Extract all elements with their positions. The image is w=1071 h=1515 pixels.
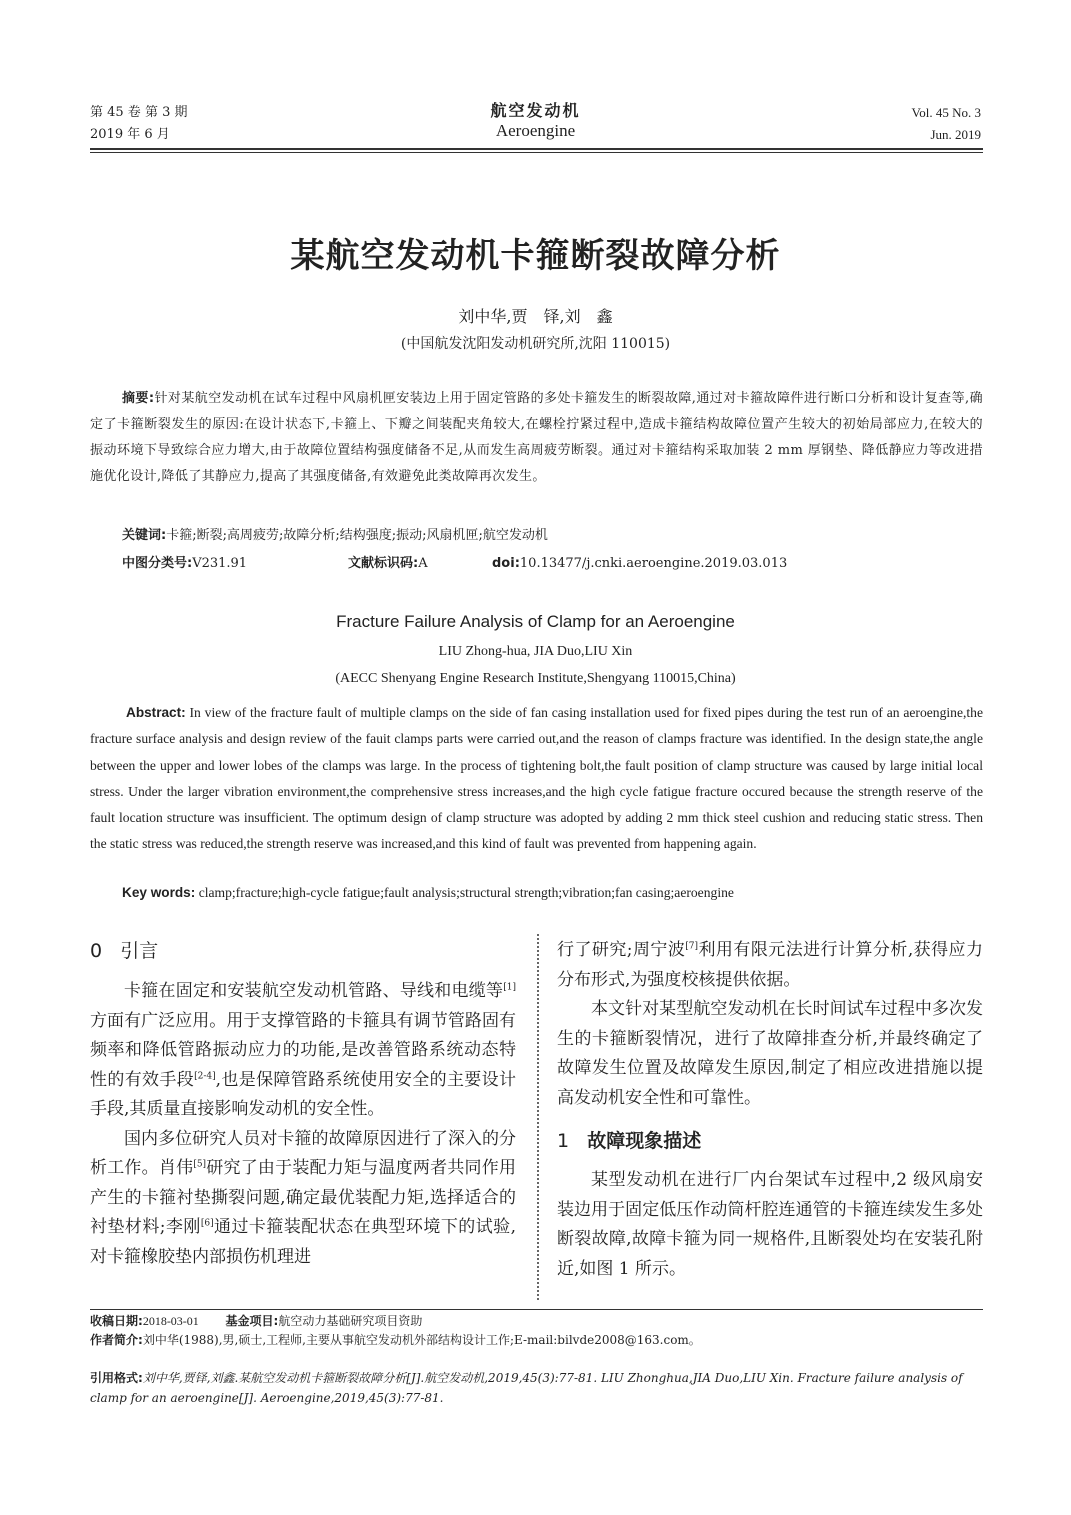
ref-5[interactable]: [5] (193, 1159, 207, 1170)
keywords-en-label: Key words: (122, 885, 196, 900)
authors-en: LIU Zhong-hua, JIA Duo,LIU Xin (438, 644, 633, 659)
keywords-en-text: clamp;fracture;high-cycle fatigue;fault analysis;structural strength;vibration;fan casing;aeroengine (198, 885, 734, 900)
classification-row (122, 552, 982, 571)
ref-7[interactable]: [7] (685, 941, 699, 952)
keywords-en (122, 885, 734, 901)
author-list: 刘中华,贾 铎,刘 鑫 (458, 307, 613, 326)
paper-title: 某航空发动机卡箍断裂故障分析 (290, 236, 781, 276)
header-rule (90, 148, 983, 150)
intro-p2-text-a: 国内多位研究人员对卡箍的故障原因进行了深入的分析工作。肖伟 (90, 1128, 516, 1178)
header-issue-en (912, 102, 981, 146)
section-1-body (557, 1166, 983, 1284)
journal-name-en: Aeroengine (495, 121, 576, 140)
intro-paragraph-3: 本文针对某型航空发动机在长时间试车过程中多次发生的卡箍断裂情况，进行了故障排查分析,并最终确定了故障发生位置及故障发生原因,制定了相应改进措施以提高发动机安全性和可靠性。 (557, 999, 983, 1108)
intro-p3-text-b: 利用有限元法进行计算分析,获得应力分布形式,为强度校核提供依据。 (557, 940, 984, 990)
section-0-title: 引言 (120, 940, 159, 962)
abstract-cn-label: 摘要: (122, 391, 155, 406)
affiliation: (中国航发沈阳发动机研究所,沈阳 110015) (400, 336, 671, 352)
header-volume: 第 45 卷 第 3 期 (90, 105, 188, 120)
section-1-number: 1 (557, 1130, 570, 1152)
doi-label: doi: (492, 556, 520, 571)
section-0-number: 0 (90, 940, 103, 962)
intro-p2-text-b: 研究了由于装配力矩与温度两者共同作用产生的卡箍衬垫撕裂问题,确定最优装配力矩,选择适合的衬垫材料;李刚 (90, 1158, 516, 1237)
column-divider (537, 934, 539, 1300)
abstract-en-label: Abstract: (126, 705, 186, 720)
footnote-rule (90, 1309, 983, 1310)
journal-name-cn: 航空发动机 (490, 101, 581, 120)
abstract-en-text: In view of the fracture fault of multiple clamps on the side of fan casing installation used for fixed pipes during the test run of an aeroengine,the fracture surface analysis and design review of the fauit clamps parts were carried out,and the reason of clamps fracture was identified. In the design state,the angle between the upper and lower lobes of the clamps was large. In the process of tightening bolt,the fault position of clamp structure was caused by large initial local stress. Under the larger vibration environment,the comprehensive stress increases,and the high cycle fatigue fracture occured because the strength reserve of the fault location structure was insufficient. The optimum design of clamp structure was adopted by adding 2 mm thick steel cushion and reducing static stress. Then the static stress was reduced,the strength reserve was increased,and this kind of fault was prevented from happening again. (90, 705, 983, 852)
clc-label: 中图分类号: (122, 556, 193, 571)
footnote-author (90, 1331, 983, 1350)
title-en: Fracture Failure Analysis of Clamp for an Aeroengine (336, 612, 735, 631)
journal-name (0, 98, 1071, 141)
header-date: 2019 年 6 月 (90, 127, 170, 142)
fault-paragraph-1: 某型发动机在进行厂内台架试车过程中,2 级风扇安装边用于固定低压作动筒杆腔连通管的卡箍连续发生多处断裂故障,故障卡箍为同一规格件,且断裂处均在安装孔附近,如图 1 所示。 (557, 1170, 983, 1279)
author-bio-label: 作者简介: (90, 1333, 143, 1347)
citation-text: 刘中华,贾铎,刘鑫.某航空发动机卡箍断裂故障分析[J].航空发动机,2019,45(3):77-81. LIU Zhonghua,JIA Duo,LIU Xin. Fracture failure analysis of clamp for an aeroengine[J]. Aeroengine,2019,45(3):77-81. (90, 1371, 963, 1405)
keywords-cn-text: 卡箍;断裂;高周疲劳;故障分析;结构强度;振动;风扇机匣;航空发动机 (166, 528, 548, 543)
intro-p2-text-c: 通过卡箍装配状态在典型环境下的试验,对卡箍橡胶垫内部损伤机理进 (90, 1217, 516, 1267)
abstract-en (90, 700, 983, 858)
intro-p3-text-a: 行了研究;周宁波 (557, 940, 686, 960)
section-1-title: 故障现象描述 (587, 1130, 702, 1152)
keywords-cn (122, 524, 548, 543)
doc-code-label: 文献标识码: (348, 556, 419, 571)
doi-value: 10.13477/j.cnki.aeroengine.2019.03.013 (519, 556, 788, 571)
citation (90, 1368, 983, 1408)
received-value: 2018-03-01 (142, 1314, 199, 1328)
header-volume-en: Vol. 45 No. 3 (911, 105, 981, 120)
footnote-received (90, 1312, 983, 1331)
intro-p1-text-b: 方面有广泛应用。用于支撑管路的卡箍具有调节管路固有频率和降低管路振动应力的功能,是改善管路系统动态特性的有效手段 (90, 1010, 516, 1090)
ref-1[interactable]: [1] (503, 982, 516, 993)
header-date-en: Jun. 2019 (930, 127, 981, 142)
abstract-cn (90, 386, 983, 490)
fund-value: 航空动力基础研究项目资助 (278, 1314, 423, 1328)
intro-paragraph-1 (90, 977, 516, 1125)
left-column (90, 977, 516, 1272)
intro-p1-text-a: 卡箍在固定和安装航空发动机管路、导线和电缆等 (124, 981, 504, 1001)
header-rule-thin (90, 152, 983, 153)
abstract-cn-text: 针对某航空发动机在试车过程中风扇机匣安装边上用于固定管路的多处卡箍发生的断裂故障,通过对卡箍故障件进行断口分析和设计复查等,确定了卡箍断裂发生的原因:在设计状态下,卡箍上、下瓣之间装配夹角较大,在螺栓拧紧过程中,造成卡箍结构故障位置产生较大的初始局部应力,在较大的振动环境下导致综合应力增大,由于故障位置结构强度储备不足,从而发生高周疲劳断裂。通过对卡箍结构采取加装 2 mm 厚钢垫、降低静应力等改进措施优化设计,降低了其静应力,提高了其强度储备,有效避免此类故障再次发生。 (90, 391, 983, 484)
doc-code-value: A (418, 556, 428, 571)
affiliation-en: (AECC Shenyang Engine Research Institute,Shengyang 110015,China) (335, 671, 736, 686)
clc-value: V231.91 (192, 556, 248, 571)
right-column (557, 936, 983, 1113)
ref-6[interactable]: [6] (200, 1218, 214, 1229)
ref-2-4[interactable]: [2-4] (194, 1070, 216, 1081)
section-1-heading (557, 1126, 701, 1153)
received-label: 收稿日期: (90, 1314, 143, 1328)
keywords-cn-label: 关键词: (122, 528, 167, 543)
author-bio-value: 刘中华(1988),男,硕士,工程师,主要从事航空发动机外部结构设计工作;E-mail:bilvde2008@163.com。 (142, 1333, 701, 1347)
intro-paragraph-2 (90, 1125, 516, 1273)
fund-label: 基金项目: (225, 1314, 279, 1328)
citation-label: 引用格式: (90, 1371, 143, 1385)
section-0-heading (90, 936, 158, 963)
intro-p1-text-c: ,也是保障管路系统使用安全的主要设计手段,其质量直接影响发动机的安全性。 (90, 1069, 516, 1119)
intro-paragraph-2-cont (557, 936, 983, 995)
